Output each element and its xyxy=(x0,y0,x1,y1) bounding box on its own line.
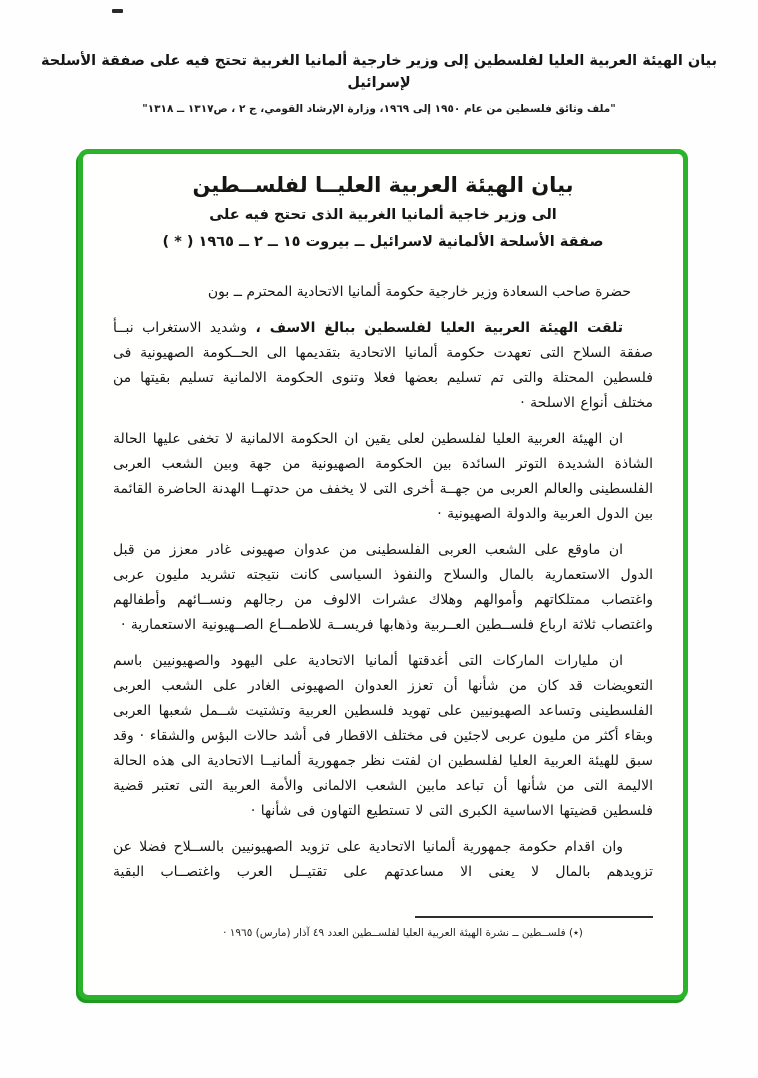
statement-paragraph-1 xyxy=(113,316,653,416)
page-header xyxy=(30,50,728,115)
statement-subtitle: الى وزير خاجية ألمانيا الغربية الذى تحتج فيه على xyxy=(209,207,557,223)
document-caption-source: "ملف وثائق فلسطين من عام ١٩٥٠ إلى ١٩٦٩، وزارة الإرشاد القومي، ج ٢ ، ص١٣١٧ ــ ١٣١٨" xyxy=(142,103,616,115)
footnote-separator xyxy=(415,916,653,918)
paragraph-1-lead: تلقت الهيئة العربية العليا لفلسطين ببالغ الاسف ، xyxy=(255,320,623,336)
statement-paragraph-4: ان مليارات الماركات التى أغدقتها ألمانيا الاتحادية على اليهود والصهيونيين باسم التعويضات قد كان من شأنها أن تعزز العدوان الصهيونى الغادر على الشعب العربى الفلسطينى وتساعد الصهيونيين على تهويد فلسطين العربية وتشتيت شــمل شعبها العربى وبقاء أكثر من مليون عربى لاجئين فى مختلف الاقطار فى أشد حالات البؤس والشقاء · وقد سبق للهيئة العربية العليا لفلسطين ان لفتت نظر جمهورية ألمانيــا الاتحادية الى هذه الحالة الاليمة التى من شأنها أن تباعد مابين الشعب الالمانى والأمة العربية التى تعتبر قضية فلسطين قضيتها الاساسية الكبرى التى لا تستطيع التهاون فى شأنها · xyxy=(113,653,653,819)
statement-paragraph-2: ان الهيئة العربية العليا لفلسطين لعلى يقين ان الحكومة الالمانية لا تخفى عليها الحالة الشاذة الشديدة التوتر السائدة بين الحكومة الصهيونية من جهة وبين الشعب العربى الفلسطينى والعالم العربى من جهــة أخرى التى لا يخفف من حدتهــا الهدنة الحاضرة القائمة بين الدول العربية والدولة الصهيونية · xyxy=(113,431,653,522)
document-caption-title: بيان الهيئة العربية العليا لفلسطين إلى وزير خارجية ألمانيا الغربية تحتج فيه على صفقة الأسلحة لإسرائيل xyxy=(40,53,718,91)
salutation-line: حضرة صاحب السعادة وزير خارجية حكومة ألمانيا الاتحادية المحترم ــ بون xyxy=(207,284,631,300)
statement-paragraph-5: وان اقدام حكومة جمهورية ألمانيا الاتحادية على تزويد الصهيونيين بالســلاح فضلا عن تزويدهم بالمال لا يعنى الا مساعدتهم على تقتيــل العرب واغتصــاب البقية xyxy=(113,839,653,880)
footnote-area xyxy=(113,916,653,939)
paragraph-1-rest: وشديد الاستغراب نبــأ صفقة السلاح التى تعهدت حكومة ألمانيا الاتحادية بتقديمها الى الحــكومة الصهيونية فى فلسطين المحتلة والتى تم تسليم بعضها فعلا وتنوى الحكومة الالمانية تسليم بقيتها من مختلف أنواع الاسلحة · xyxy=(113,320,653,411)
statement-paragraph-3: ان ماوقع على الشعب العربى الفلسطينى من عدوان صهيونى غادر معزز من قبل الدول الاستعمارية بالمال والسلاح والنفوذ السياسى كانت نتيجته تشريد مليون عربى واغتصاب ممتلكاتهم وأموالهم وهلاك عشرات الالوف من رجالهم ونســائهم وأطفالهم واغتصاب ثلاثة ارباع فلســطين العــربية وذهابها فريســة للاطمــاع الصــهيونية الاستعمارية · xyxy=(113,542,653,633)
statement-title: بيان الهيئة العربية العليــا لفلســطين xyxy=(192,173,574,197)
statement-green-box xyxy=(78,149,688,1000)
footnote-text: (٭) فلســطين ــ نشرة الهيئة العربية العليا لفلســطين العدد ٤٩ آذار (مارس) ١٩٦٥ · xyxy=(223,927,583,939)
statement-subtitle-dateline: صفقة الأسلحة الألمانية لاسرائيل ــ بيروت ١٥ ــ ٢ ــ ١٩٦٥ ( * ) xyxy=(162,234,604,250)
ink-speck xyxy=(112,9,123,13)
